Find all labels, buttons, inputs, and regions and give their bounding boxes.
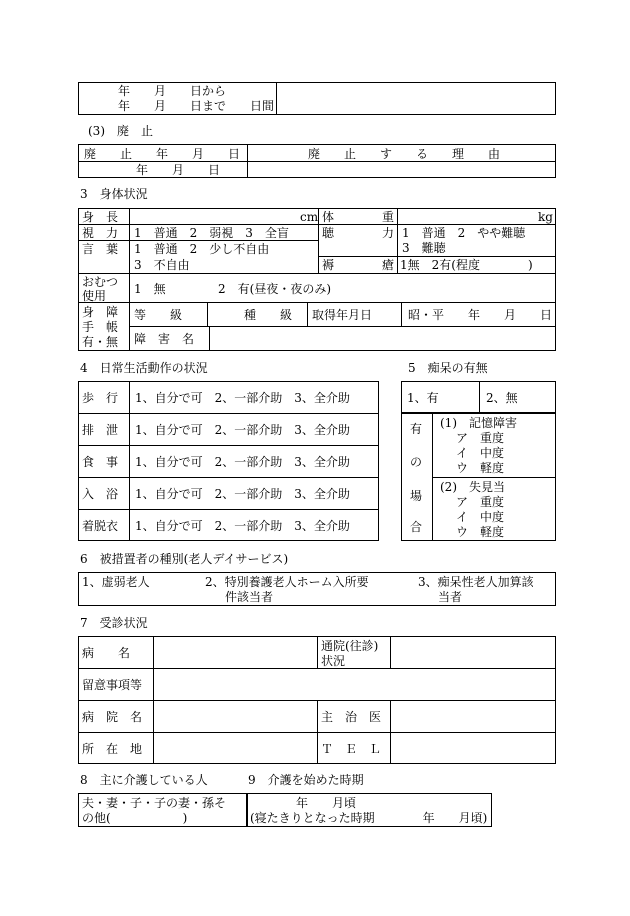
medical-heading: 7 受診状況 bbox=[80, 616, 148, 630]
daily-line-3 bbox=[78, 477, 379, 478]
hearing-label: 聴 力 bbox=[322, 226, 395, 240]
speech-line1: 1 普通 2 少し不自由 bbox=[134, 242, 270, 256]
category-opt2-line1: 2、特別養護老人ホーム入所要 bbox=[205, 575, 369, 589]
physical-heading: 3 身体状況 bbox=[80, 187, 148, 201]
weight-label: 体 重 bbox=[322, 210, 395, 224]
care-start-heading: 9 介護を始めた時期 bbox=[248, 773, 364, 787]
period-divider bbox=[276, 82, 277, 115]
medical-col-3a bbox=[390, 636, 391, 668]
physical-line-1 bbox=[78, 224, 556, 225]
hospital-label: 病 院 名 bbox=[82, 710, 143, 724]
caregiver-line2: の他( ) bbox=[82, 811, 188, 825]
dementia-g2-title: (2) 失見当 bbox=[440, 480, 505, 494]
daily-option-excretion: 1、自分で可 2、一部介助 3、全介助 bbox=[135, 423, 350, 437]
abolition-date-header: 廃 止 年 月 日 bbox=[84, 147, 241, 161]
abolition-divider bbox=[247, 144, 248, 178]
period-to: 年 月 日まで 日間 bbox=[118, 99, 275, 113]
acquired-label: 取得年月日 bbox=[312, 308, 373, 322]
dementia-g1-title: (1) 記憶障害 bbox=[440, 416, 517, 430]
dementia-g1-a: ア 重度 bbox=[456, 431, 505, 445]
address-label: 所 在 地 bbox=[82, 742, 143, 756]
grade-label: 等 級 bbox=[134, 308, 183, 322]
dementia-yes: 1、有 bbox=[407, 391, 439, 405]
physical-line-2 bbox=[78, 240, 318, 241]
visit-label-1: 通院(往診) bbox=[321, 639, 379, 653]
bedsore-label: 褥 瘡 bbox=[322, 258, 395, 272]
weight-unit: kg bbox=[538, 210, 553, 224]
daily-option-bath: 1、自分で可 2、一部介助 3、全介助 bbox=[135, 487, 350, 501]
visit-label-2: 状況 bbox=[321, 654, 346, 668]
dementia-g1-b: イ 中度 bbox=[456, 446, 505, 460]
medical-col-2a bbox=[317, 636, 318, 668]
physical-line-3 bbox=[318, 256, 556, 257]
acquired-value: 昭・平 年 月 日 bbox=[408, 308, 553, 322]
vision-label: 視 力 bbox=[82, 226, 119, 240]
dementia-heading: 5 痴呆の有無 bbox=[408, 361, 488, 375]
dementia-side-1: 有 bbox=[410, 422, 423, 436]
daily-item-excretion: 排 泄 bbox=[82, 423, 119, 437]
daily-living-col bbox=[129, 381, 130, 541]
grade-type: 種 級 bbox=[244, 308, 293, 322]
height-unit: cm bbox=[300, 210, 319, 224]
notes-label: 留意事項等 bbox=[82, 678, 143, 692]
disability-label-1: 身 障 bbox=[82, 305, 119, 319]
daily-line-4 bbox=[78, 509, 379, 510]
medical-col-3b bbox=[390, 700, 391, 764]
dementia-g2-c: ウ 軽度 bbox=[456, 525, 505, 539]
abolition-row-line bbox=[78, 161, 556, 162]
daily-item-walk: 歩 行 bbox=[82, 391, 119, 405]
caregiver-line1: 夫・妻・子・子の妻・孫そ bbox=[82, 796, 227, 810]
medical-col-2b bbox=[317, 700, 318, 764]
period-from: 年 月 日から bbox=[118, 84, 227, 98]
vision-value: 1 普通 2 弱視 3 全盲 bbox=[134, 226, 289, 240]
dementia-detail-line bbox=[432, 477, 556, 478]
hearing-line1: 1 普通 2 やや難聴 bbox=[402, 226, 526, 240]
medical-col-1 bbox=[153, 636, 154, 764]
physical-col-right bbox=[397, 208, 398, 273]
physical-line-5 bbox=[78, 302, 556, 303]
dementia-yesno-divider bbox=[479, 381, 480, 413]
abolition-date-value: 年 月 日 bbox=[136, 163, 221, 177]
physical-line-4 bbox=[78, 273, 556, 274]
daily-option-walk: 1、自分で可 2、一部介助 3、全介助 bbox=[135, 391, 350, 405]
tel-label: Ｔ Ｅ Ｌ bbox=[321, 742, 382, 756]
disability-label-2: 手 帳 bbox=[82, 320, 119, 334]
daily-option-meal: 1、自分で可 2、一部介助 3、全介助 bbox=[135, 455, 350, 469]
daily-item-meal: 食 事 bbox=[82, 455, 119, 469]
diaper-label-2: 使用 bbox=[82, 289, 107, 303]
category-heading: 6 被措置者の種別(老人デイサービス) bbox=[80, 552, 289, 566]
daily-line-2 bbox=[78, 445, 379, 446]
disability-col-2 bbox=[307, 302, 308, 326]
daily-line-1 bbox=[78, 413, 379, 414]
disease-label: 病 名 bbox=[82, 646, 131, 660]
hearing-line2: 3 難聴 bbox=[402, 241, 446, 255]
disability-col-3 bbox=[401, 302, 402, 326]
diaper-label-1: おむつ bbox=[82, 275, 119, 289]
category-opt3-line2: 当者 bbox=[438, 590, 463, 604]
category-opt2-line2: 件該当者 bbox=[225, 590, 274, 604]
doctor-label: 主 治 医 bbox=[321, 710, 382, 724]
physical-line-6 bbox=[129, 326, 556, 327]
disability-col-4 bbox=[209, 326, 210, 351]
daily-living-heading: 4 日常生活動作の状況 bbox=[80, 361, 208, 375]
abolition-heading: (3) 廃 止 bbox=[88, 124, 153, 138]
physical-col-mid bbox=[318, 208, 319, 273]
disability-col-1 bbox=[207, 302, 208, 326]
speech-line2: 3 不自由 bbox=[134, 258, 190, 272]
speech-label: 言 葉 bbox=[82, 242, 119, 256]
height-label: 身 長 bbox=[82, 210, 119, 224]
dementia-side-4: 合 bbox=[410, 520, 423, 534]
dementia-g2-b: イ 中度 bbox=[456, 510, 505, 524]
category-opt3-line1: 3、痴呆性老人加算該 bbox=[418, 575, 534, 589]
category-opt1: 1、虚弱老人 bbox=[82, 575, 150, 589]
medical-line-1 bbox=[78, 668, 556, 669]
bedsore-value: 1無 2有(程度 ) bbox=[400, 258, 533, 272]
dementia-g1-c: ウ 軽度 bbox=[456, 461, 505, 475]
dementia-g2-a: ア 重度 bbox=[456, 495, 505, 509]
dementia-no: 2、無 bbox=[486, 391, 518, 405]
diaper-value-1: 1 無 bbox=[134, 282, 166, 296]
disability-name-label: 障 害 名 bbox=[134, 332, 195, 346]
care-start-line1: 年 月頃 bbox=[296, 796, 357, 810]
caregiver-heading: 8 主に介護している人 bbox=[80, 773, 208, 787]
diaper-value-2: 2 有(昼夜・夜のみ) bbox=[218, 282, 331, 296]
physical-col-label bbox=[129, 208, 130, 351]
daily-item-bath: 入 浴 bbox=[82, 487, 119, 501]
disability-label-3: 有・無 bbox=[82, 335, 119, 349]
dementia-side-2: の bbox=[410, 455, 423, 469]
dementia-side-3: 場 bbox=[410, 489, 423, 503]
care-start-line2: (寝たきりとなった時期 年 月頃) bbox=[250, 811, 488, 825]
daily-option-dressing: 1、自分で可 2、一部介助 3、全介助 bbox=[135, 519, 350, 533]
abolition-reason-header: 廃 止 す る 理 由 bbox=[308, 147, 501, 161]
daily-item-dressing: 着脱衣 bbox=[82, 519, 119, 533]
